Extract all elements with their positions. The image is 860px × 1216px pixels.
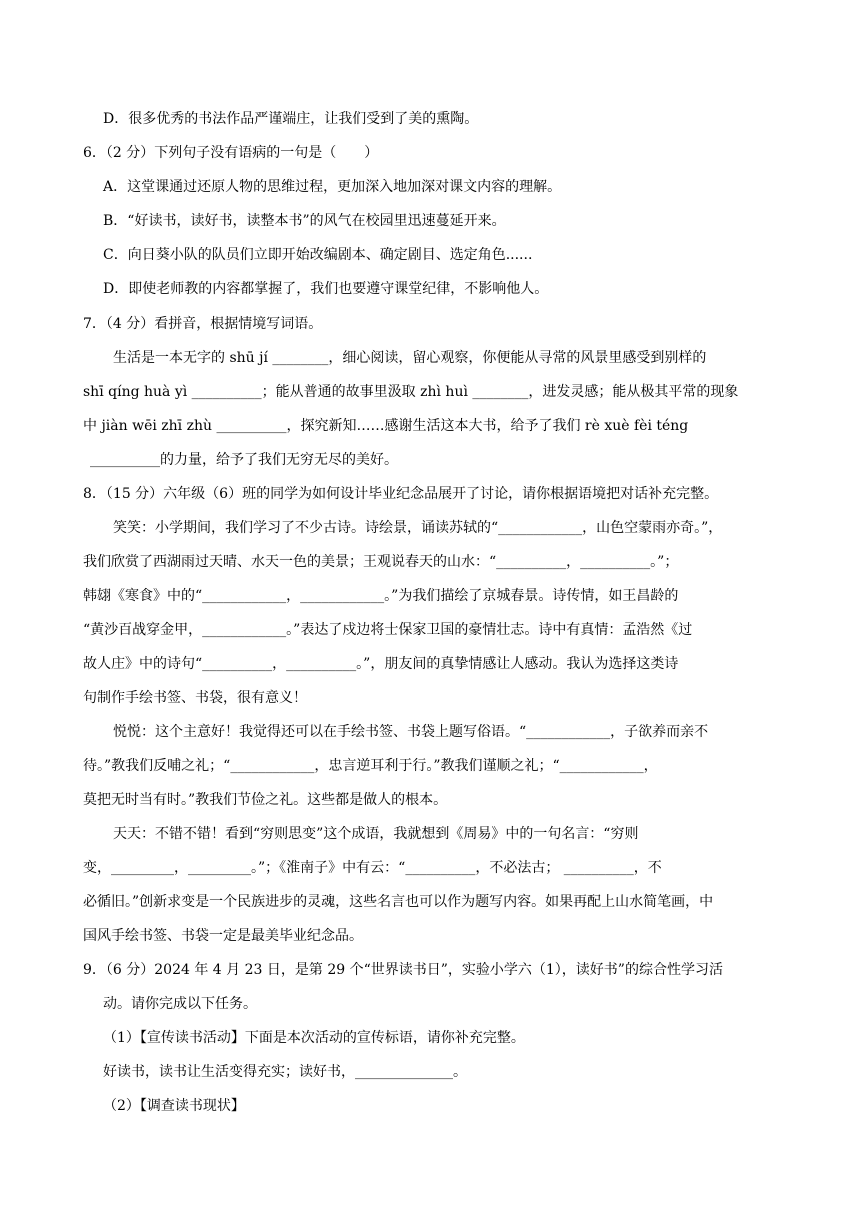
option-d-q5: D．很多优秀的书法作品严谨端庄，让我们受到了美的熏陶。 <box>103 111 479 127</box>
q8-paragraph-2-line-3: 莫把无时当有时。”教我们节俭之礼。这些都是做人的根本。 <box>83 792 448 808</box>
q7-text-line-3: 中 jiàn wēi zhī zhù __________，探究新知……感谢生活这本大书，给予了我们 rè xuè fèi téng <box>83 418 689 434</box>
q7-text-line-1: 生活是一本无字的 shū jí ________，细心阅读，留心观察，你便能从寻常的风景里感受到别样的 <box>113 350 707 366</box>
q8-paragraph-2-line-1: 悦悦：这个主意好！我觉得还可以在手绘书签、书袋上题写俗语。“____________，子欲养而亲不 <box>113 724 709 740</box>
q8-paragraph-1-line-5: 故人庄》中的诗句“__________，__________。”，朋友间的真挚情感让人感动。我认为选择这类诗 <box>83 656 679 672</box>
question-6-stem: 6．（2 分）下列句子没有语病的一句是（ ） <box>83 145 379 161</box>
question-9-stem: 9．（6 分）2024 年 4 月 23 日，是第 29 个“世界读书日”，实验小学六（1），读好书”的综合性学习活 <box>83 962 723 978</box>
q8-paragraph-2-line-2: 待。”教我们反哺之礼；“____________，忠言逆耳利于行。”教我们谨顺之礼；“____________， <box>83 758 658 774</box>
q8-paragraph-1-line-6: 句制作手绘书签、书袋，很有意义！ <box>83 690 307 706</box>
option-a-q6: A．这堂课通过还原人物的思维过程，更加深入地加深对课文内容的理解。 <box>103 179 562 195</box>
option-b-q6: B．“好读书，读好书，读整本书”的风气在校园里迅速蔓延开来。 <box>103 213 506 229</box>
q8-paragraph-3-line-2: 变，_________，_________。”；《淮南子》中有云：“__________，不必法古； __________，不 <box>83 860 662 876</box>
q8-paragraph-3-line-1: 天天：不错不错！看到“穷则思变”这个成语，我就想到《周易》中的一句名言：“穷则 <box>113 826 639 842</box>
q8-paragraph-1-line-4: “黄沙百战穿金甲，____________。”表达了戍边将士保家卫国的豪情壮志。诗中有真情：孟浩然《过 <box>83 622 693 638</box>
option-c-q6: C．向日葵小队的队员们立即开始改编剧本、确定剧目、选定角色...... <box>103 247 533 263</box>
q8-paragraph-1-line-3: 韩翃《寒食》中的“____________，____________。”为我们描绘了京城春景。诗传情，如王昌龄的 <box>83 588 679 604</box>
q9-task-1-heading: （1）【宣传读书活动】下面是本次活动的宣传标语，请你补充完整。 <box>103 1030 525 1046</box>
q8-paragraph-1-line-1: 笑笑：小学期间，我们学习了不少古诗。诗绘景，诵读苏轼的“____________，山色空蒙雨亦奇。”， <box>113 520 723 536</box>
q8-paragraph-1-line-2: 我们欣赏了西湖雨过天晴、水天一色的美景；王观说春天的山水：“__________，__________。”； <box>83 554 679 570</box>
q8-paragraph-3-line-4: 国风手绘书签、书袋一定是最美毕业纪念品。 <box>83 928 363 944</box>
q9-task-2-heading: （2）【调查读书现状】 <box>103 1098 245 1114</box>
q7-text-line-4: __________的力量，给予了我们无穷无尽的美好。 <box>90 452 398 468</box>
q9-task-1-slogan: 好读书，读书让生活变得充实；读好书，______________。 <box>103 1064 467 1080</box>
question-7-stem: 7．（4 分）看拼音，根据情境写词语。 <box>83 316 323 332</box>
question-8-stem: 8．（15 分）六年级（6）班的同学为如何设计毕业纪念品展开了讨论，请你根据语境把对话补充完整。 <box>83 486 719 502</box>
q7-text-line-2: shī qíng huà yì __________；能从普通的故事里汲取 zhì huì ________，进发灵感；能从极其平常的现象 <box>83 384 739 400</box>
option-d-q6: D．即使老师教的内容都掌握了，我们也要遵守课堂纪律，不影响他人。 <box>103 281 549 297</box>
question-9-stem-cont: 动。请你完成以下任务。 <box>103 996 257 1012</box>
q8-paragraph-3-line-3: 必循旧。”创新求变是一个民族进步的灵魂，这些名言也可以作为题写内容。如果再配上山水简笔画，中 <box>83 894 714 910</box>
